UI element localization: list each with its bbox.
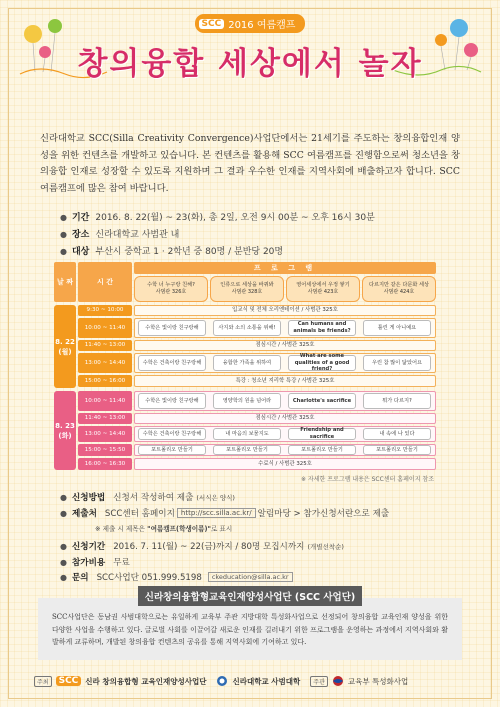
activity-cell: 내 속에 나 있다 <box>363 428 431 440</box>
apply-submit <box>60 507 480 519</box>
activity-cell: Charlotte's sacrifice <box>288 393 356 409</box>
activity-cell: 포트폴리오 만들기 <box>363 445 431 455</box>
activity-cell: Friendship and sacrifice <box>288 428 356 440</box>
organization-description: SCC사업단은 동남권 사범대학으로는 유일하게 교육부 주관 지방대학 특성화사업으로 선정되어 창의융합 교육인재 양성을 위한 다양한 사업을 수행하고 있다. 글로벌 사회를 이끌어갈 새로운 인재를 길러내기 위한 프로그램을 운영하는 과정에서 지역사회와 활발하게 교류하며, 개발된 창의융합 컨텐츠의 공유를 통해 지역사회에 기여하고 있다. <box>52 613 448 646</box>
info-label: 참가비용 <box>71 558 106 568</box>
full-row-activity: 특강 : 청소년 지리학 특강 / 사범관 325호 <box>134 375 436 387</box>
time-slot: 10:00 ~ 11:40 <box>78 318 132 338</box>
university-name: 신라대학교 사범대학 <box>232 676 301 686</box>
time-slot: 15:00 ~ 15:50 <box>78 444 132 456</box>
activity-cell: 영양학의 원을 넘어라 <box>213 393 281 409</box>
activity-cell: 우린 참 많이 닮았어요 <box>363 355 431 371</box>
program-card <box>210 276 284 302</box>
submit-note-suffix: 로 표시 <box>211 525 233 533</box>
homepage-link[interactable]: http://scc.silla.ac.kr/ <box>177 508 256 518</box>
activity-cell: 수학은 건축이랑 친구랑해 <box>138 428 206 440</box>
col-header-program: 프 로 그 램 <box>134 262 436 274</box>
program-name: 인류으로 세상을 바꿔봐 <box>220 282 274 289</box>
info-location <box>60 227 460 240</box>
contact-email[interactable]: ckeducation@silla.ac.kr <box>208 572 293 582</box>
bullet-icon: ● <box>60 572 67 582</box>
activity-cell: 포트폴리오 만들기 <box>213 445 281 455</box>
university-emblem-icon <box>216 675 228 687</box>
col-header-day: 날 짜 <box>54 262 76 302</box>
activity-cell: 포트폴리오 만들기 <box>288 445 356 455</box>
page-title: 창의융합 세상에서 놀자 <box>77 46 423 82</box>
time-slot: 13:00 ~ 14:40 <box>78 426 132 442</box>
bullet-icon: ● <box>60 213 67 222</box>
info-value: SCC센터 홈페이지 <box>104 509 175 519</box>
host-name: 신라 창의융합형 교육인재양성사업단 <box>85 676 207 686</box>
organization-box <box>38 592 462 660</box>
activity-cell: 포트폴리오 만들기 <box>138 445 206 455</box>
info-label: 신청기간 <box>71 542 106 552</box>
camp-badge-row <box>0 14 500 33</box>
info-value: 신청서 작성하여 제출 <box>113 493 194 503</box>
activity-cell: 융합한 가족을 위하여 <box>213 355 281 371</box>
info-value: 무료 <box>113 558 130 568</box>
activity-cell: Can humans and animals be friends? <box>288 320 356 336</box>
camp-badge-text: 2016 여름캠프 <box>228 20 296 31</box>
info-value: 신라대학교 사범관 내 <box>95 230 180 240</box>
sponsor-tag: 주관 <box>310 676 328 687</box>
day1-date: 8. 22 <box>55 337 75 346</box>
program-room: 사범관 326호 <box>155 289 187 295</box>
program-room: 사범관 423호 <box>307 289 339 295</box>
time-slot: 15:00 ~ 16:00 <box>78 375 132 387</box>
apply-contact <box>60 571 480 583</box>
bullet-icon: ● <box>60 541 67 551</box>
time-slot: 10:00 ~ 11:40 <box>78 391 132 411</box>
day1-label <box>54 305 76 388</box>
time-slot: 9:30 ~ 10:00 <box>78 305 132 316</box>
day2-date: 8. 23 <box>55 421 75 430</box>
host-tag: 주최 <box>34 676 52 687</box>
apply-method <box>60 491 480 503</box>
apply-period <box>60 540 480 552</box>
submit-note <box>95 523 232 533</box>
info-hint: (개별선착순) <box>307 542 344 551</box>
scc-logo: SCC <box>199 19 225 29</box>
program-name: 다르지만 같은 다문화 세상 <box>368 282 430 289</box>
apply-fee <box>60 556 480 568</box>
full-row-activity: 점심시간 / 사범관 325호 <box>134 413 436 424</box>
sponsor-name: 교육부 특성화사업 <box>347 676 409 686</box>
organization-title: 신라창의융합형교육인재양성사업단 (SCC 사업단) <box>138 586 362 606</box>
info-value: 부산시 중학교 1 · 2학년 중 80명 / 분반당 20명 <box>95 247 284 257</box>
info-label: 대상 <box>71 247 90 257</box>
program-card <box>286 276 360 302</box>
program-room: 사범관 424호 <box>383 289 415 295</box>
bullet-icon: ● <box>60 508 67 518</box>
footer-sponsor <box>310 675 408 687</box>
submit-note-title: "여름캠프(학생이름)" <box>147 525 211 533</box>
info-target <box>60 244 460 257</box>
program-name: 영어세상에서 우정 쌓기 <box>296 282 350 289</box>
time-slot: 16:00 ~ 16:30 <box>78 458 132 470</box>
info-value: 알림마당 > 참가신청서란으로 제출 <box>257 509 390 519</box>
info-label: 문의 <box>71 573 89 583</box>
info-hint: (서식은 양식) <box>196 493 235 502</box>
activity-cell: What are some qualities of a good friend? <box>288 355 356 371</box>
host-logo: SCC <box>56 676 82 686</box>
submit-note-prefix: ※ 제출 시 제목은 <box>95 525 146 533</box>
col-header-time: 시 간 <box>78 262 132 302</box>
activity-cell: 사지와 소의 소통을 위해! <box>213 320 281 336</box>
info-value: SCC사업단 051.999.5198 <box>96 573 202 583</box>
time-slot: 13:00 ~ 14:40 <box>78 353 132 373</box>
info-value: 2016. 7. 11(월) ~ 22(금)까지 / 80명 모집시까지 <box>113 542 305 552</box>
camp-badge <box>195 14 306 33</box>
program-room: 사범관 328호 <box>231 289 263 295</box>
day1-weekday: (월) <box>58 347 72 356</box>
footer-host <box>34 676 206 687</box>
activity-cell: 수학은 빛이랑 친구랑해 <box>138 393 206 409</box>
info-period <box>60 210 460 223</box>
full-row-activity: 입교식 및 전체 오리엔테이션 / 사범관 325호 <box>134 305 436 316</box>
program-card <box>362 276 436 302</box>
day2-label <box>54 391 76 470</box>
program-card <box>134 276 208 302</box>
activity-cell: 수학은 빛이랑 친구랑해 <box>138 320 206 336</box>
info-label: 장소 <box>71 230 90 240</box>
intro-paragraph: 신라대학교 SCC(Silla Creativity Convergence)사업단에서는 21세기를 주도하는 창의융합인재 양성을 위한 컨텐츠를 개발하고 있습니다. 본 컨텐츠를 활용해 SCC 여름캠프를 진행함으로써 청소년을 창의융합 인재로 성장할 수 있도록 지원하며 그 결과 우수한 인재를 지역사회에 배출하고자 합니다. SCC 여름캠프에 많은 참여 바랍니다. <box>40 133 460 194</box>
footer <box>34 670 466 692</box>
schedule-table <box>54 262 436 470</box>
day2-weekday: (화) <box>58 431 72 440</box>
time-slot: 11:40 ~ 13:00 <box>78 340 132 351</box>
full-row-activity: 수료식 / 사범관 325호 <box>134 458 436 470</box>
time-slot: 11:40 ~ 13:00 <box>78 413 132 424</box>
activity-cell: 수학은 건축이랑 친구랑해 <box>138 355 206 371</box>
full-row-activity: 점심시간 / 사범관 325호 <box>134 340 436 351</box>
activity-cell: 틀린 게 아니예요 <box>363 320 431 336</box>
program-name: 수학 너 누구랑 친해? <box>147 282 195 289</box>
bullet-icon: ● <box>60 247 67 256</box>
info-label: 기간 <box>71 213 90 223</box>
info-label: 제출처 <box>71 509 97 519</box>
activity-cell: 내 마음의 보물지도 <box>213 428 281 440</box>
bullet-icon: ● <box>60 492 67 502</box>
footer-university <box>216 675 300 687</box>
ministry-emblem-icon <box>332 675 344 687</box>
activity-cell: 뭐가 다르지? <box>363 393 431 409</box>
info-value: 2016. 8. 22(월) ~ 23(화), 총 2일, 오전 9시 00분 ~ 오후 16시 30분 <box>95 213 375 223</box>
bullet-icon: ● <box>60 557 67 567</box>
schedule-note: ※ 자세한 프로그램 내용은 SCC센터 홈페이지 참조 <box>301 476 434 483</box>
info-label: 신청방법 <box>71 493 106 503</box>
bullet-icon: ● <box>60 230 67 239</box>
